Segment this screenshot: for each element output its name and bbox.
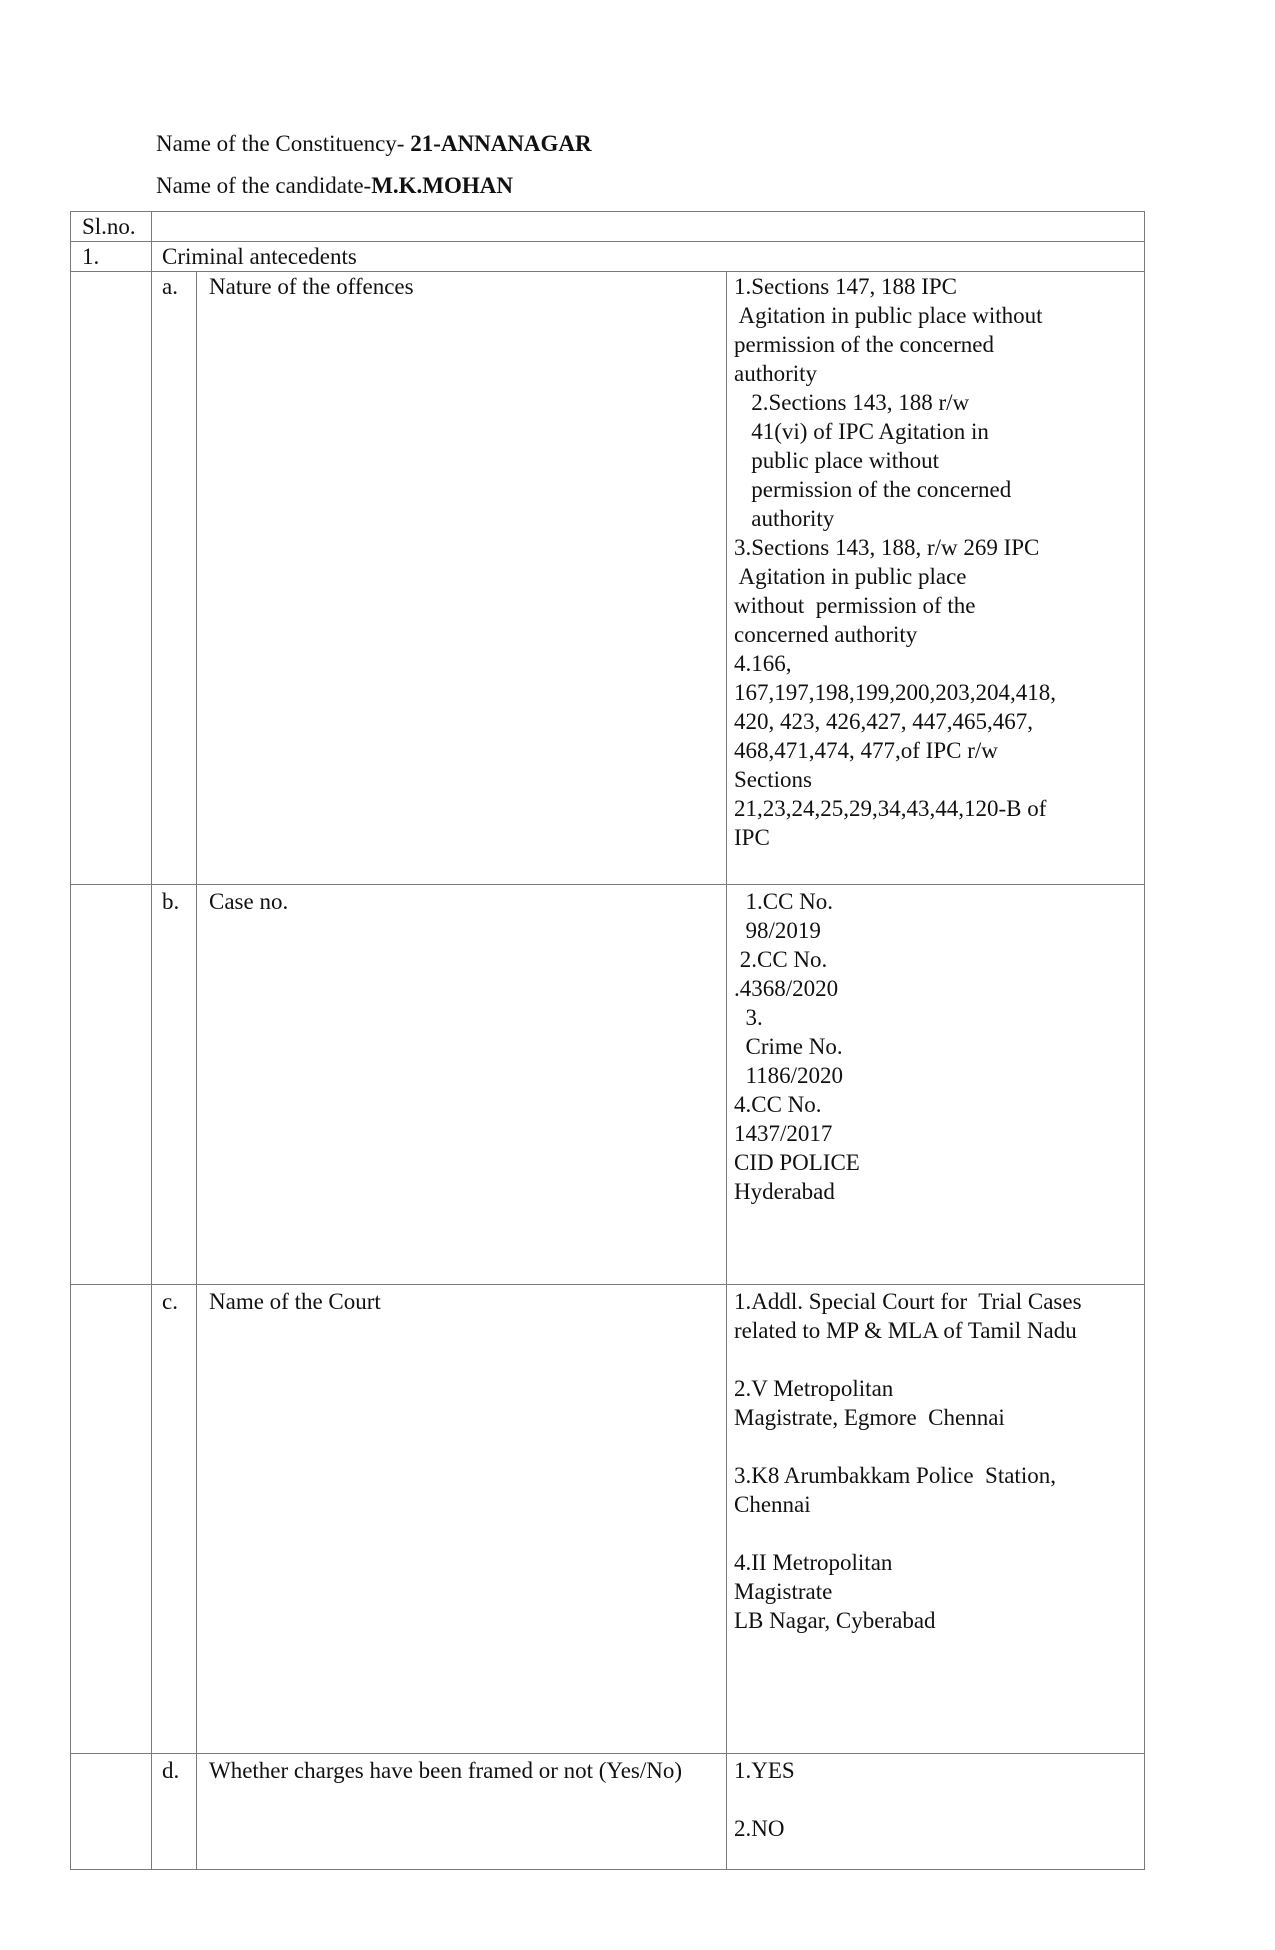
table-rule bbox=[196, 271, 197, 1870]
row-b-value: 1.CC No. 98/2019 2.CC No. .4368/2020 3. Crime No. 1186/2020 4.CC No. 1437/2017 CID POLICE Hyderabad bbox=[734, 889, 860, 1204]
table-rule bbox=[70, 211, 71, 1870]
table-rule bbox=[70, 1284, 1145, 1285]
row-d-label: Whether charges have been framed or not (Yes/No) bbox=[209, 1758, 683, 1783]
row-c-label: Name of the Court bbox=[209, 1289, 381, 1314]
constituency-value: 21-ANNANAGAR bbox=[410, 131, 592, 156]
candidate-value: M.K.MOHAN bbox=[371, 173, 514, 198]
row-c-letter: c. bbox=[162, 1289, 178, 1314]
candidate-line bbox=[156, 172, 513, 200]
table-rule bbox=[151, 211, 152, 1870]
row-a-label: Nature of the offences bbox=[209, 274, 414, 299]
table-rule bbox=[70, 211, 1145, 212]
slno-header: Sl.no. bbox=[82, 214, 136, 239]
row-b-label: Case no. bbox=[209, 889, 289, 914]
row-b-letter: b. bbox=[162, 889, 180, 914]
row-a-value: 1.Sections 147, 188 IPC Agitation in public place without permission of the concerned authority 2.Sections 143, 188 r/w 41(vi) of IPC Agitation in public place without permission of the concerned authority 3.Sections 143, 188, r/w 269 IPC Agitation in public place without permission of the concerned authority 4.166, 167,197,198,199,200,203,204,418, 420, 423, 426,427, 447,465,467, 468,471,474, 477,of IPC r/w Sections 21,23,24,25,29,34,43,44,120-B of IPC bbox=[734, 274, 1056, 850]
section-number: 1. bbox=[82, 244, 100, 269]
row-d-value: 1.YES 2.NO bbox=[734, 1758, 795, 1841]
table-rule bbox=[726, 271, 727, 1870]
table-rule bbox=[70, 1753, 1145, 1754]
section-title: Criminal antecedents bbox=[162, 244, 357, 269]
table-rule bbox=[1144, 211, 1145, 1870]
row-c-value: 1.Addl. Special Court for Trial Cases related to MP & MLA of Tamil Nadu 2.V Metropolitan Magistrate, Egmore Chennai 3.K8 Arumbakkam Police Station, Chennai 4.II Metropolitan Magistrate LB Nagar, Cyberabad bbox=[734, 1289, 1082, 1633]
row-a-letter: a. bbox=[162, 274, 178, 299]
row-d-letter: d. bbox=[162, 1758, 180, 1783]
table-rule bbox=[70, 884, 1145, 885]
constituency-line bbox=[156, 130, 592, 158]
candidate-label: Name of the candidate- bbox=[156, 173, 372, 198]
criminal-antecedents-table bbox=[70, 211, 1145, 1870]
table-rule bbox=[70, 1869, 1145, 1870]
constituency-label: Name of the Constituency- bbox=[156, 131, 411, 156]
